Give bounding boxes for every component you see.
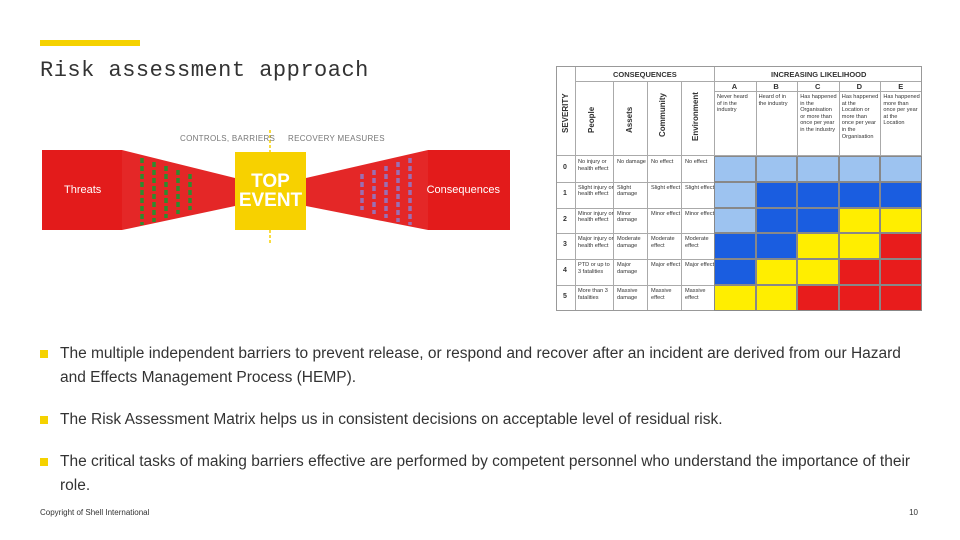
consequence-env-2: Minor effect — [685, 210, 715, 217]
consequence-assets-3: Moderate damage — [617, 236, 641, 249]
consequence-community-2: Minor effect — [651, 210, 681, 217]
bullet-text: The multiple independent barriers to prevent release, or respond and recover after an incident are derived from our Hazard and Effects Management Process (HEMP). — [60, 345, 901, 386]
risk-cell-1-e — [880, 182, 922, 208]
consequence-assets-5: Massive damage — [617, 288, 638, 301]
risk-cell-0-a — [714, 156, 756, 182]
matrix-col-community: Community — [658, 93, 667, 137]
footer-copyright: Copyright of Shell International — [40, 508, 150, 517]
consequence-community-1: Slight effect — [651, 184, 681, 191]
grid-line — [557, 285, 714, 286]
consequence-env-0: No effect — [685, 159, 708, 165]
risk-cell-4-c — [797, 259, 839, 285]
risk-cell-4-a — [714, 259, 756, 285]
severity-5: 5 — [563, 293, 567, 300]
consequence-community-3: Moderate effect — [651, 236, 675, 249]
severity-3: 3 — [563, 241, 567, 249]
threats-box — [42, 150, 122, 230]
bullet-item — [40, 408, 920, 432]
likelihood-desc-a: Never heard of in the industry — [717, 94, 748, 114]
top-event-box — [235, 152, 306, 230]
bullet-item — [40, 342, 920, 390]
recovery-label: RECOVERY MEASURES — [288, 134, 385, 143]
severity-4: 4 — [563, 267, 567, 275]
slide-title: Risk assessment approach — [40, 58, 369, 83]
consequence-env-1: Slight effect — [685, 184, 715, 191]
risk-cell-3-c — [797, 233, 839, 259]
risk-cell-4-b — [756, 259, 798, 285]
consequence-people-5: More than 3 fatalities — [578, 288, 608, 301]
consequence-community-4: Major effect — [651, 262, 681, 269]
risk-cell-3-a — [714, 233, 756, 259]
risk-cell-0-b — [756, 156, 798, 182]
accent-bar — [40, 40, 140, 46]
risk-cell-3-e — [880, 233, 922, 259]
consequence-people-1: Slight injury or health effect — [578, 184, 614, 198]
risk-cell-3-b — [756, 233, 798, 259]
risk-matrix — [556, 66, 922, 311]
matrix-severity-label: SEVERITY — [561, 93, 570, 133]
grid-line — [557, 233, 714, 234]
risk-cell-5-b — [756, 285, 798, 311]
risk-cell-2-c — [797, 208, 839, 234]
bullet-text: The Risk Assessment Matrix helps us in consistent decisions on acceptable level of residual risk. — [60, 411, 723, 428]
risk-cell-4-e — [880, 259, 922, 285]
matrix-likelihood-label: INCREASING LIKELIHOOD — [771, 70, 867, 79]
consequence-assets-4: Major damage — [617, 262, 638, 275]
bullet-marker — [40, 416, 48, 424]
severity-0: 0 — [563, 164, 567, 171]
risk-cell-4-d — [839, 259, 881, 285]
grid-line — [557, 259, 714, 260]
risk-cell-2-b — [756, 208, 798, 234]
risk-cell-0-e — [880, 156, 922, 182]
likelihood-desc-b: Heard of in the industry — [758, 94, 788, 107]
matrix-col-people: People — [587, 106, 596, 133]
consequence-people-3: Major injury or health effect — [578, 236, 614, 249]
bullet-marker — [40, 458, 48, 466]
risk-cell-2-e — [880, 208, 922, 234]
matrix-col-environment: Environment — [691, 92, 700, 141]
severity-2: 2 — [563, 215, 567, 223]
bowtie-diagram — [42, 130, 510, 245]
top-event-line2: EVENT — [238, 190, 303, 211]
risk-cell-0-d — [839, 156, 881, 182]
risk-cell-5-d — [839, 285, 881, 311]
risk-cell-3-d — [839, 233, 881, 259]
likelihood-letter-a: A — [731, 82, 738, 91]
top-event-line1: TOP — [251, 171, 290, 192]
controls-label: CONTROLS, BARRIERS — [180, 134, 276, 143]
bullet-marker — [40, 350, 48, 358]
bullet-text: The critical tasks of making barriers effective are performed by competent personnel who understand the importance of their role. — [60, 453, 911, 494]
page-number: 10 — [909, 508, 918, 517]
likelihood-letter-b: B — [773, 82, 779, 91]
likelihood-desc-e: Has happened more than once per year at the Location — [883, 94, 920, 127]
consequence-assets-0: No damage — [617, 159, 646, 165]
risk-cell-1-d — [839, 182, 881, 208]
likelihood-letter-e: E — [898, 82, 904, 91]
likelihood-desc-d: Has happened at the Location or more than once per year in the Organisation — [841, 94, 879, 140]
risk-cell-1-c — [797, 182, 839, 208]
grid-line — [557, 208, 714, 209]
risk-cell-1-b — [756, 182, 798, 208]
matrix-col-assets: Assets — [625, 106, 634, 133]
risk-cell-5-e — [880, 285, 922, 311]
likelihood-desc-c: Has happened in the Organisation or more than once per year in the industry — [800, 94, 837, 133]
consequence-people-0: No injury or health effect — [578, 159, 609, 172]
consequence-people-4: PTD or up to 3 fatalities — [578, 262, 610, 275]
consequence-env-4: Major effect — [685, 262, 715, 269]
risk-cell-5-c — [797, 285, 839, 311]
grid-line — [557, 182, 714, 183]
risk-cell-1-a — [714, 182, 756, 208]
consequences-label: Consequences — [426, 184, 500, 196]
likelihood-letter-c: C — [815, 82, 821, 91]
risk-cell-2-a — [714, 208, 756, 234]
severity-1: 1 — [563, 189, 567, 197]
risk-cell-0-c — [797, 156, 839, 182]
consequence-env-5: Massive effect — [685, 288, 706, 301]
consequence-assets-2: Minor damage — [617, 210, 638, 224]
threats-label: Threats — [64, 184, 102, 196]
consequence-env-3: Moderate effect — [685, 236, 709, 249]
consequence-people-2: Minor injury or health effect — [578, 210, 614, 224]
consequence-community-5: Massive effect — [651, 288, 672, 301]
risk-cell-5-a — [714, 285, 756, 311]
bullet-list — [40, 342, 920, 516]
risk-cell-2-d — [839, 208, 881, 234]
consequence-community-0: No effect — [651, 159, 674, 165]
consequences-box — [428, 150, 510, 230]
matrix-consequences-label: CONSEQUENCES — [613, 70, 677, 79]
consequence-assets-1: Slight damage — [617, 184, 638, 198]
likelihood-letter-d: D — [856, 82, 863, 91]
bullet-item — [40, 450, 920, 498]
